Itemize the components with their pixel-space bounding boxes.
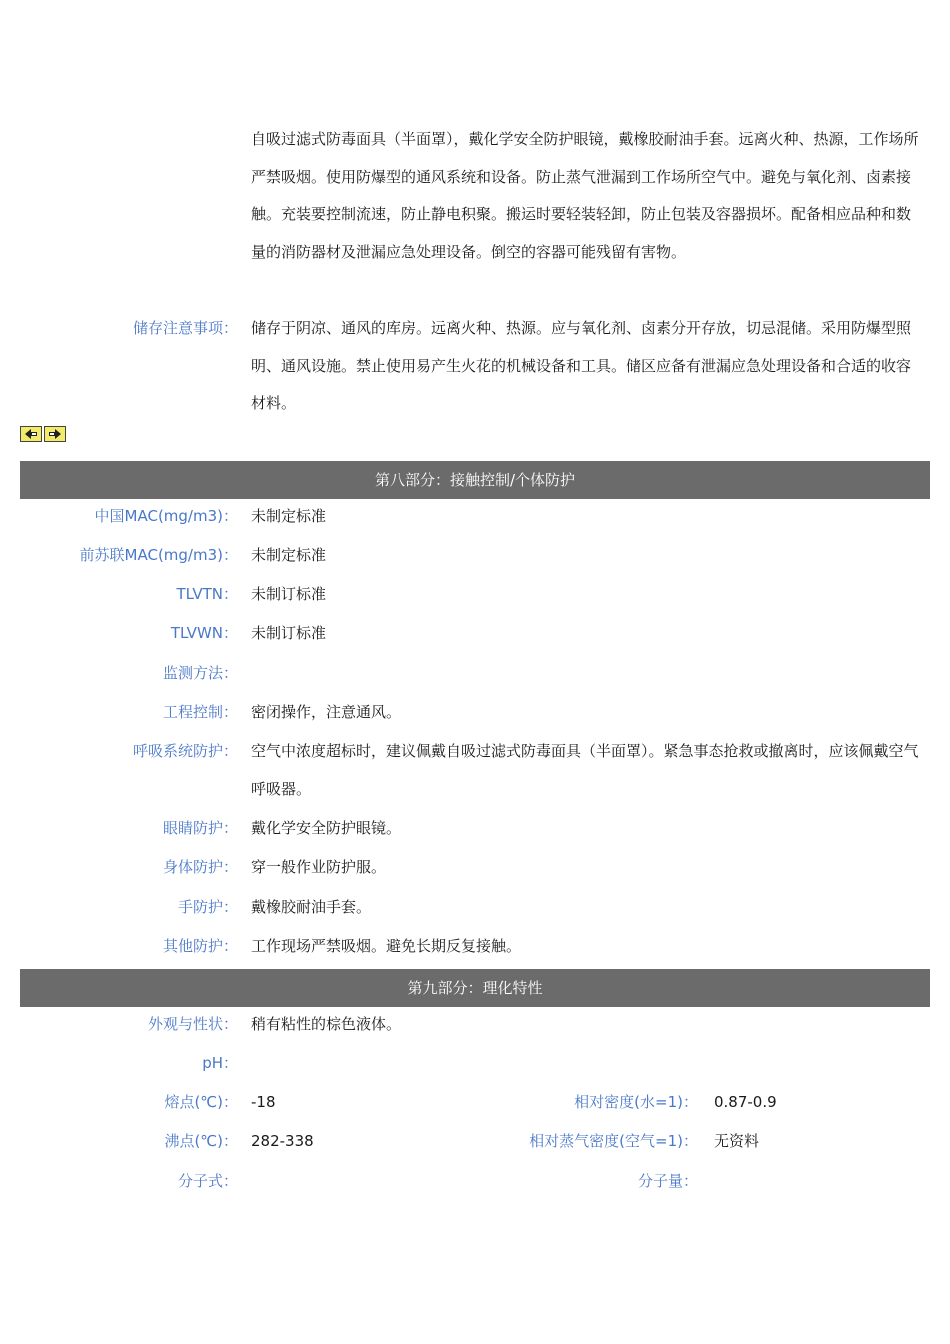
storage-value: 储存于阴凉、通风的库房。远离火种、热源。应与氧化剂、卤素分开存放，切忌混储。采用防爆型照明、通风设施。禁止使用易产生火花的机械设备和工具。储区应备有泄漏应急处理设备和合适的收容材料。 [251,319,912,412]
body-value: 穿一般作业防护服。 [251,858,387,876]
eye-value: 戴化学安全防护眼镜。 [251,819,402,837]
hand-row [20,888,930,927]
rel-density-label: 相对密度(水=1)： [574,1093,698,1111]
other-row [20,927,930,966]
ph-label: pH： [202,1054,238,1072]
body-row [20,848,930,887]
monitoring-label: 监测方法： [162,664,238,682]
engineering-value: 密闭操作，注意通风。 [251,703,402,721]
tlvtn-label: TLVTN： [176,585,238,603]
tlvwn-value: 未制订标准 [251,624,327,642]
other-label: 其他防护： [162,937,238,955]
tlvwn-label: TLVWN： [170,624,238,642]
mol-weight-label: 分子量： [637,1172,698,1190]
other-value: 工作现场严禁吸烟。避免长期反复接触。 [251,937,522,955]
nav-icons [20,426,66,442]
engineering-row [20,693,930,732]
appearance-label: 外观与性状： [147,1015,238,1033]
respiratory-value: 空气中浓度超标时，建议佩戴自吸过滤式防毒面具（半面罩）。紧急事态抢救或撤离时，应该佩戴空气呼吸器。 [251,742,919,798]
mac-china-label: 中国MAC(mg/m3)： [94,507,238,525]
appearance-value: 稍有粘性的棕色液体。 [251,1015,402,1033]
melting-label: 熔点(℃)： [164,1093,238,1111]
tlvtn-row [20,575,930,614]
mac-ussr-row [20,536,930,575]
tlvwn-row [20,614,930,653]
ph-row [20,1044,930,1083]
mac-ussr-label: 前苏联MAC(mg/m3)： [79,546,238,564]
section8-header: 第八部分：接触控制/个体防护 [20,461,930,499]
mac-ussr-value: 未制定标准 [251,546,327,564]
section9-header: 第九部分：理化特性 [20,969,930,1007]
eye-row [20,809,930,848]
handling-continued-text: 自吸过滤式防毒面具（半面罩），戴化学安全防护眼镜，戴橡胶耐油手套。远离火种、热源，工作场所严禁吸烟。使用防爆型的通风系统和设备。防止蒸气泄漏到工作场所空气中。避免与氧化剂、卤素接触。充装要控制流速，防止静电积聚。搬运时要轻装轻卸，防止包装及容器损坏。配备相应品种和数量的消防器材及泄漏应急处理设备。倒空的容器可能残留有害物。 [251,130,919,261]
melting-value: -18 [251,1093,276,1111]
body-label: 身体防护： [162,858,238,876]
mac-china-row [20,497,930,536]
monitoring-row [20,654,930,693]
melting-row [20,1083,930,1122]
engineering-label: 工程控制： [162,703,238,721]
boiling-row [20,1122,930,1161]
hand-label: 手防护： [177,898,238,916]
vapor-density-value: 无资料 [714,1132,760,1150]
hand-value: 戴橡胶耐油手套。 [251,898,372,916]
eye-label: 眼睛防护： [162,819,238,837]
boiling-label: 沸点(℃)： [164,1132,238,1150]
respiratory-label: 呼吸系统防护： [132,742,238,760]
boiling-value: 282-338 [251,1132,314,1150]
vapor-density-label: 相对蒸气密度(空气=1)： [529,1132,698,1150]
tlvtn-value: 未制订标准 [251,585,327,603]
back-icon[interactable] [20,426,42,442]
formula-row [20,1162,930,1201]
formula-label: 分子式： [177,1172,238,1190]
storage-label: 储存注意事项： [132,319,238,337]
mac-china-value: 未制定标准 [251,507,327,525]
forward-icon[interactable] [44,426,66,442]
appearance-row [20,1005,930,1044]
rel-density-value: 0.87-0.9 [714,1093,777,1111]
